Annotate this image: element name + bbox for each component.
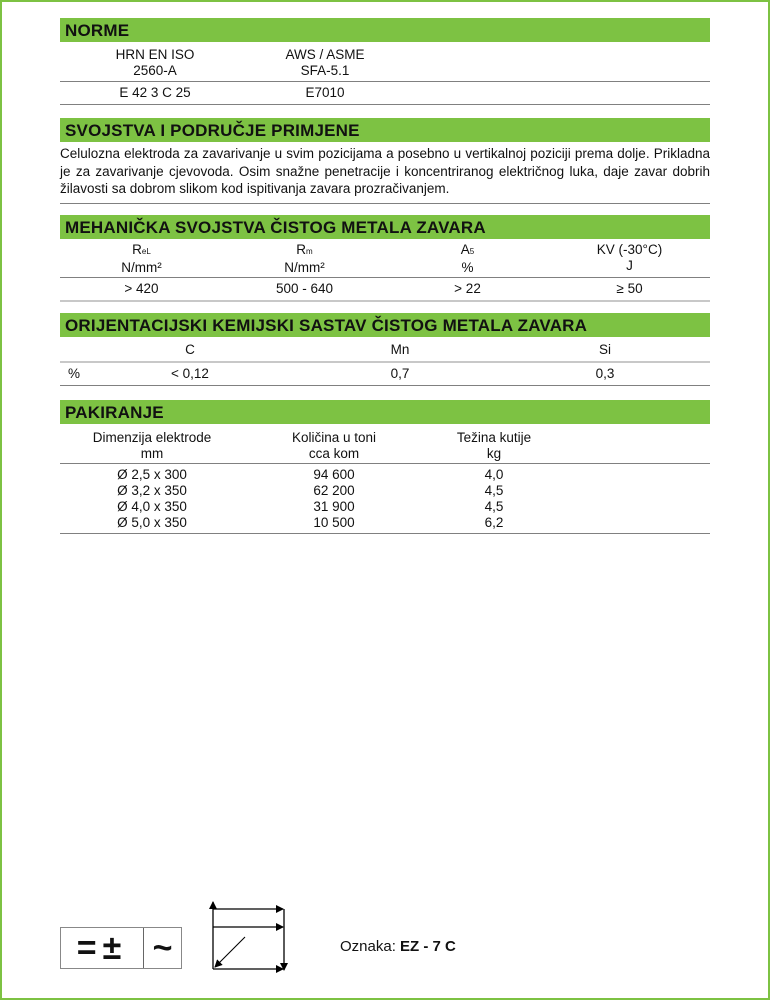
pack-dimenzija: Ø 3,2 x 350 bbox=[117, 482, 187, 498]
mech-subscript: eL bbox=[141, 246, 151, 256]
kemijski-table bbox=[60, 337, 710, 386]
norme-value-aws: E7010 bbox=[305, 85, 345, 100]
mech-value-a5: > 22 bbox=[454, 280, 481, 296]
pack-header-line2: cca kom bbox=[308, 445, 360, 461]
pack-header-dimenzija bbox=[60, 430, 244, 463]
pack-kolicina: 94 600 bbox=[313, 466, 355, 482]
pack-dimenzija: Ø 2,5 x 300 bbox=[117, 466, 187, 482]
table-row bbox=[60, 483, 710, 499]
norme-table bbox=[60, 42, 710, 105]
chem-value-si: 0,3 bbox=[595, 365, 615, 381]
norme-header-aws-line1: AWS / ASME bbox=[285, 47, 365, 62]
mech-header-a5 bbox=[386, 242, 549, 277]
pack-header-kolicina bbox=[244, 430, 424, 463]
mech-value-rm: 500 - 640 bbox=[275, 280, 334, 296]
mech-header-rel bbox=[60, 242, 223, 277]
pack-header-line1: Težina kutije bbox=[456, 429, 532, 445]
pack-kolicina: 10 500 bbox=[313, 514, 355, 530]
table-row bbox=[60, 499, 710, 515]
mech-unit: % bbox=[461, 259, 474, 275]
mech-symbol: KV (-30°C) bbox=[596, 241, 663, 257]
norme-header-iso-line2: 2560-A bbox=[133, 63, 177, 78]
norme-header-iso bbox=[60, 47, 250, 81]
section-title-mehanicka: MEHANIČKA SVOJSTVA ČISTOG METALA ZAVARA bbox=[60, 215, 710, 239]
pack-header-line1: Dimenzija elektrode bbox=[92, 429, 212, 445]
dc-polarity-icon: =± bbox=[61, 928, 144, 968]
oznaka-label-text: Oznaka: bbox=[340, 938, 396, 955]
pakiranje-table bbox=[60, 424, 710, 534]
norme-header-aws bbox=[250, 47, 400, 81]
chem-header-si: Si bbox=[598, 341, 611, 357]
mech-subscript: m bbox=[306, 246, 313, 256]
table-row bbox=[60, 515, 710, 531]
section-title-norme: NORME bbox=[60, 18, 710, 42]
mech-unit: J bbox=[626, 257, 633, 273]
svojstva-description: Celulozna elektroda za zavarivanje u svim pozicijama a posebno u vertikalnoj poziciji prema dolje. Prikladna je za zavarivanje cjevovoda. Osim snažne penetracije i koncentriranog električnog luka, daje zavar dobrih žilavosti sa dobrom slikom kod ispitivanja zavara prozračivanjem. bbox=[60, 146, 710, 196]
chem-header-mn: Mn bbox=[390, 341, 410, 357]
norme-header-aws-line2: SFA-5.1 bbox=[300, 63, 350, 78]
mech-symbol: A bbox=[460, 241, 470, 257]
section-title-kemijski: ORIJENTACIJSKI KEMIJSKI SASTAV ČISTOG METALA ZAVARA bbox=[60, 313, 710, 337]
norme-header-iso-line1: HRN EN ISO bbox=[115, 47, 195, 62]
pack-tezina: 6,2 bbox=[484, 514, 504, 530]
pack-tezina: 4,5 bbox=[484, 482, 504, 498]
ac-icon: ~ bbox=[152, 928, 173, 967]
mech-value-kv: ≥ 50 bbox=[616, 280, 643, 296]
chem-value-mn: 0,7 bbox=[390, 365, 410, 381]
table-row bbox=[60, 467, 710, 483]
pack-tezina: 4,5 bbox=[484, 498, 504, 514]
welding-position-icon bbox=[205, 900, 295, 980]
mech-header-rm bbox=[223, 242, 386, 277]
mech-symbol: R bbox=[132, 241, 142, 257]
pack-header-line2: mm bbox=[140, 445, 164, 461]
divider bbox=[60, 533, 710, 534]
pack-header-line2: kg bbox=[486, 445, 502, 461]
chem-header-c: C bbox=[185, 341, 195, 357]
datasheet-content bbox=[60, 18, 710, 534]
mech-subscript: 5 bbox=[469, 246, 475, 256]
mech-header-kv bbox=[549, 242, 710, 277]
mech-symbol: R bbox=[296, 241, 307, 257]
pack-header-tezina bbox=[424, 430, 564, 463]
pack-dimenzija: Ø 5,0 x 350 bbox=[117, 514, 187, 530]
pack-kolicina: 62 200 bbox=[313, 482, 355, 498]
oznaka-value: EZ - 7 C bbox=[400, 938, 456, 955]
pack-kolicina: 31 900 bbox=[313, 498, 355, 514]
pack-header-line1: Količina u toni bbox=[291, 429, 377, 445]
mech-unit: N/mm² bbox=[284, 259, 325, 275]
pack-tezina: 4,0 bbox=[484, 466, 504, 482]
pack-dimenzija: Ø 4,0 x 350 bbox=[117, 498, 187, 514]
current-type-symbol bbox=[60, 927, 182, 969]
chem-value-c: < 0,12 bbox=[171, 365, 209, 381]
section-title-svojstva: SVOJSTVA I PODRUČJE PRIMJENE bbox=[60, 118, 710, 142]
oznaka-label bbox=[340, 938, 456, 955]
mech-value-rel: > 420 bbox=[124, 280, 159, 296]
mech-unit: N/mm² bbox=[121, 259, 162, 275]
norme-value-iso: E 42 3 C 25 bbox=[119, 85, 191, 100]
mehanicka-table bbox=[60, 239, 710, 302]
chem-unit: % bbox=[68, 365, 81, 381]
section-title-pakiranje: PAKIRANJE bbox=[60, 400, 710, 424]
